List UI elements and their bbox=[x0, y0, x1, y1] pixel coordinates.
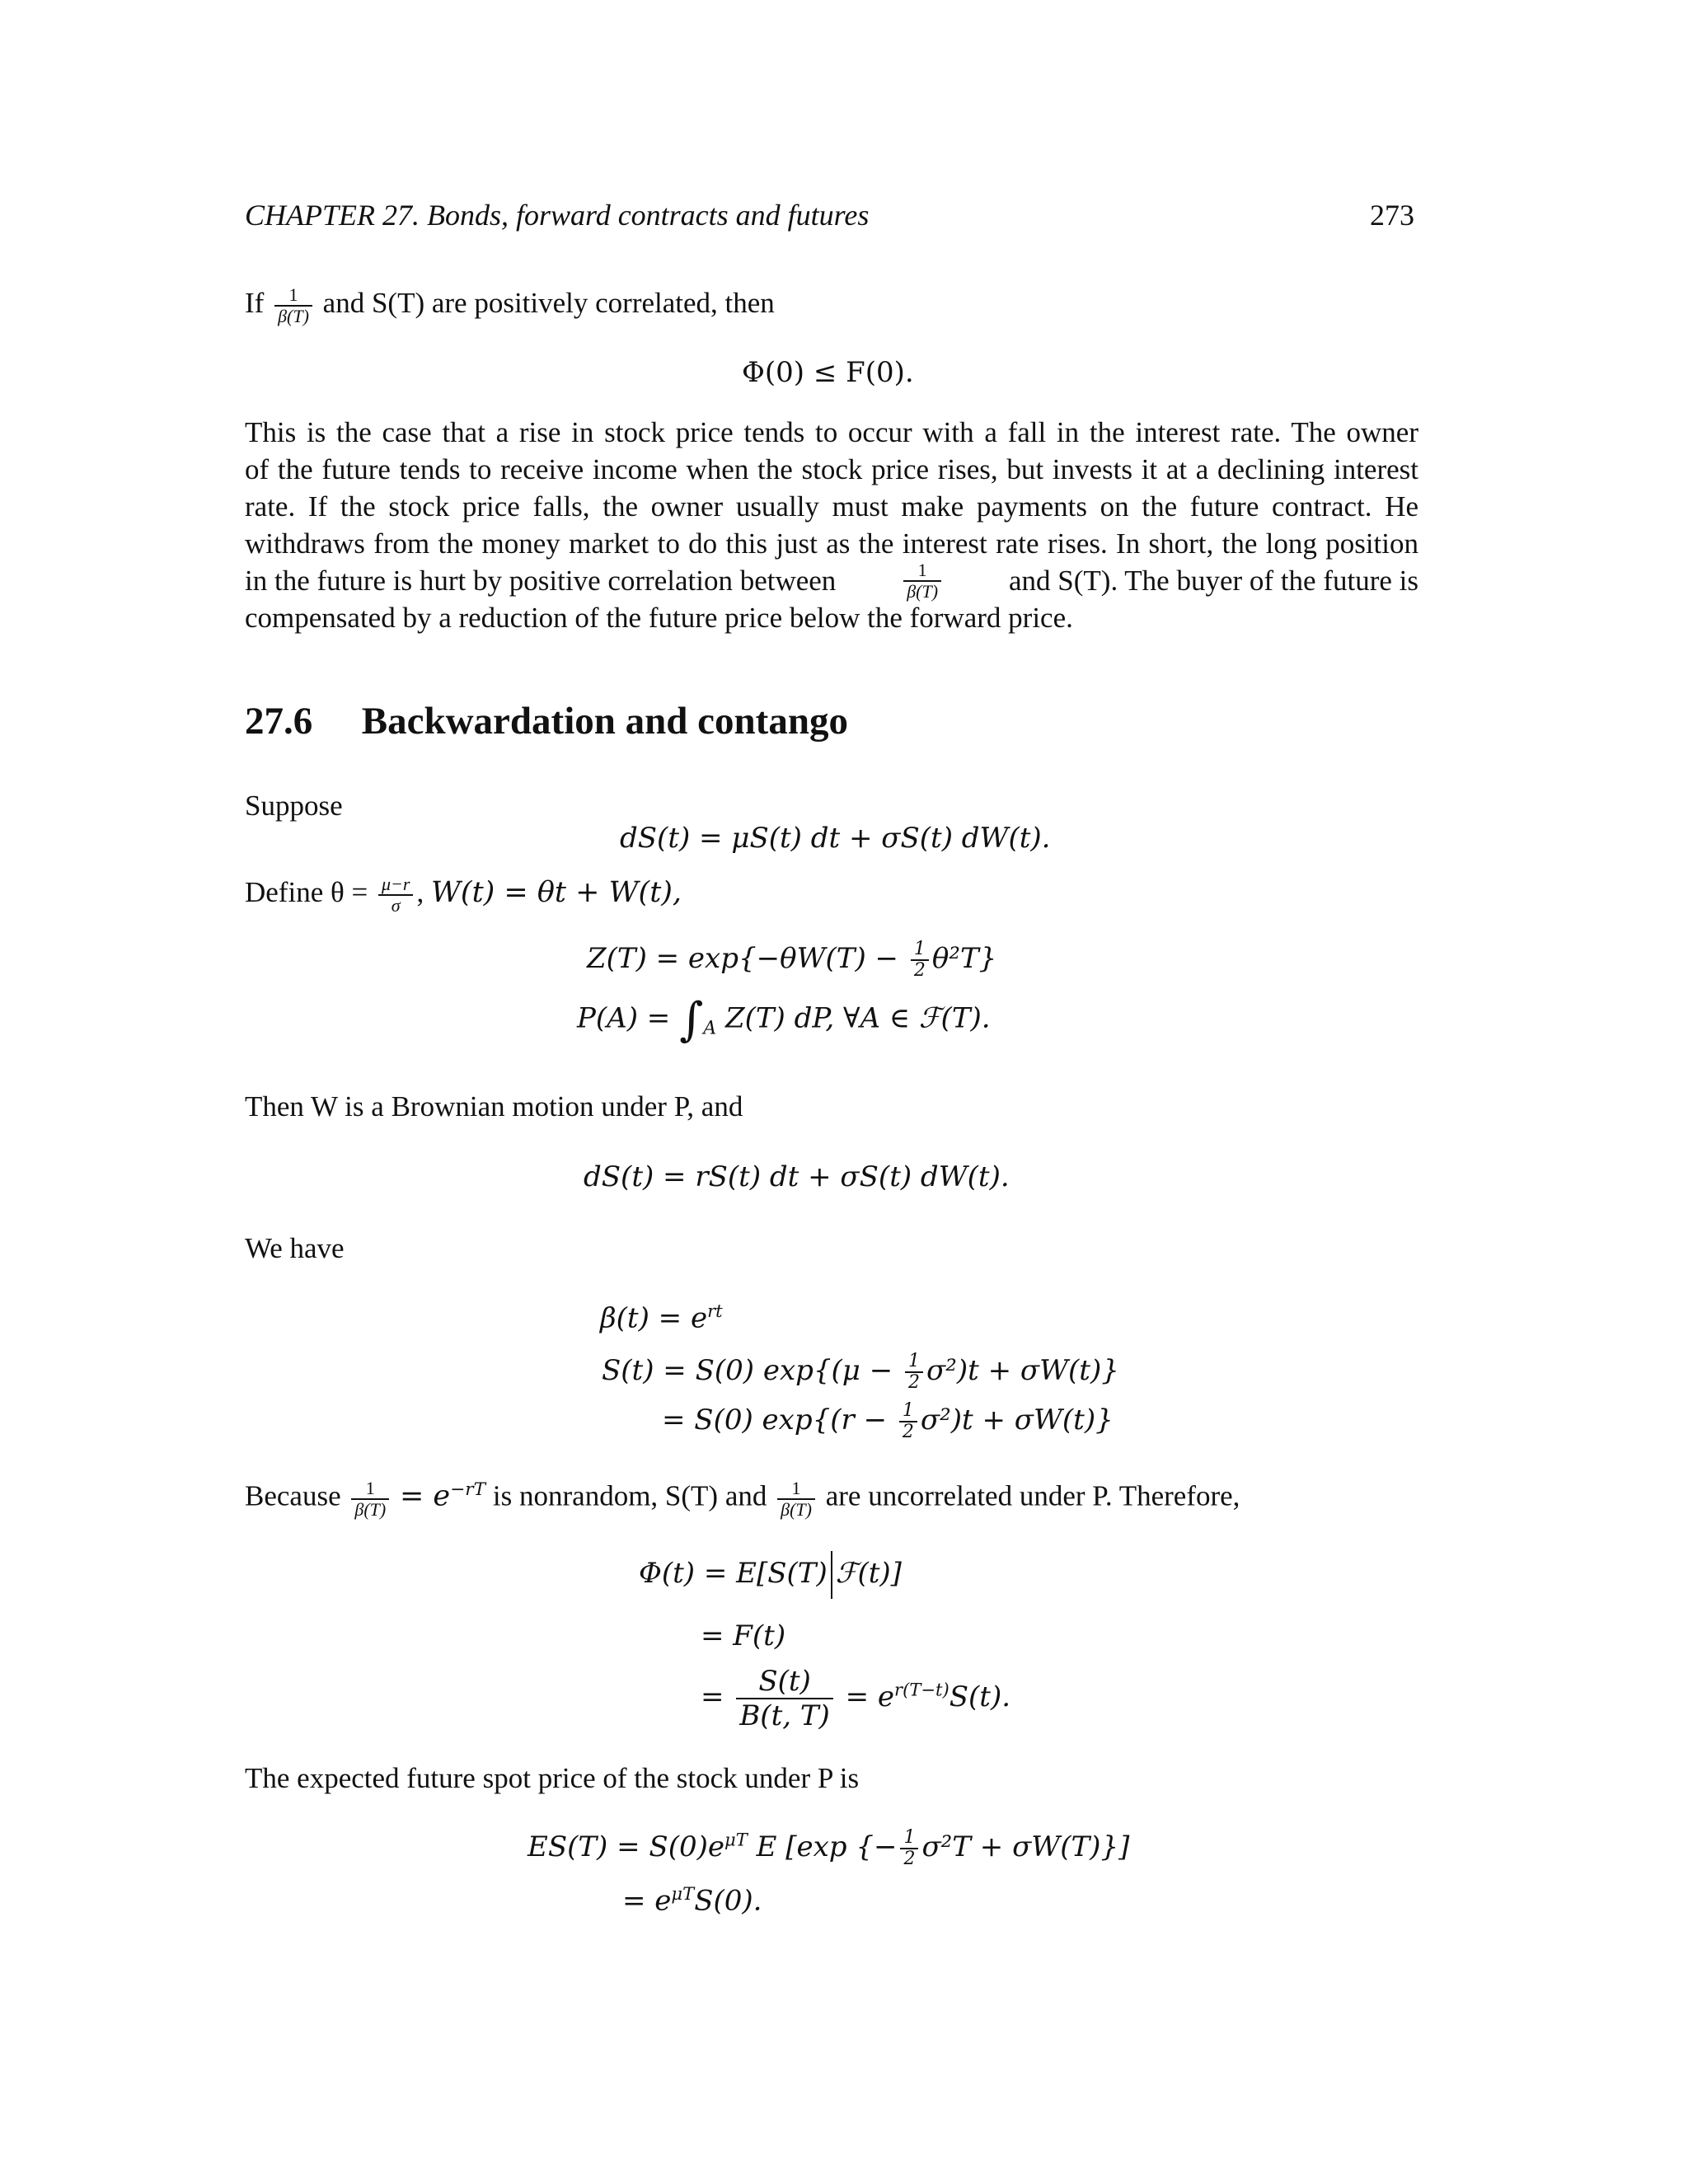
paragraph-correlation bbox=[245, 414, 1418, 636]
equation-f-t: = F(t) bbox=[701, 1619, 786, 1652]
paragraph-line: in the future is hurt by positive correlation between $\frac{1}{\beta(T)}$ and S(T). The buyer of the future is bbox=[245, 559, 1418, 602]
equation-sde-risk-neutral: dS(t) = rS(t) dt + σS(t) dW(t). bbox=[584, 1160, 1010, 1193]
fraction-one-over-beta: $\frac{1}{\beta(T)}$ bbox=[777, 1479, 815, 1520]
fraction-s-over-b: $\frac{S(t)}{B(t, T)}$ bbox=[736, 1665, 832, 1732]
equation-beta: $\beta(t) = e^{rt}$ bbox=[600, 1301, 723, 1335]
then-line: Then W is a Brownian motion under P, and bbox=[245, 1090, 743, 1122]
section-number: 27.6 bbox=[245, 700, 313, 743]
equation-expected-s: $ES(T) = S(0)e^{\mu T}$ E [exp {− $\frac{1}{2}$ σ²T + σW(T)}] bbox=[528, 1827, 1130, 1869]
fraction-one-over-beta: $\frac{1}{\beta(T)}$ bbox=[274, 285, 312, 326]
equation-phi-le-f: Φ(0) ≤ F(0). bbox=[742, 356, 914, 389]
equation-forward-price: = $\frac{S(t)}{B(t, T)}$ = $e^{r(T-t)}S(t)$. bbox=[701, 1665, 1011, 1732]
because-line: Because $\frac{1}{\beta(T)}$ = $e^{-rT}$ is nonrandom, S(T) and $\frac{1}{\beta(T)}$ are uncorrelated under P. Therefore, bbox=[245, 1477, 1240, 1520]
paragraph-line: compensated by a reduction of the future price below the forward price. bbox=[245, 602, 1073, 634]
if-line-tail: and S(T) are positively correlated, then bbox=[322, 287, 775, 319]
equation-s-physical: S(t) = S(0) exp{(μ − $\frac{1}{2}$ σ²)t + σW(t)} bbox=[602, 1351, 1119, 1393]
equation-sde: dS(t) = μS(t) dt + σS(t) dW(t). bbox=[620, 822, 1051, 855]
if-line bbox=[245, 284, 1418, 326]
running-header: CHAPTER 27. Bonds, forward contracts and futures bbox=[245, 199, 870, 232]
if-word: If bbox=[245, 287, 265, 319]
we-have-text: We have bbox=[245, 1232, 345, 1264]
paragraph-line: withdraws from the money market to do this just as the interest rate rises. In short, the long position bbox=[245, 527, 1418, 560]
equation-s-risk-neutral: = S(0) exp{(r − $\frac{1}{2}$ σ²)t + σW(t)} bbox=[662, 1400, 1114, 1442]
equation-expected-s-result: = $e^{\mu T}S(0)$. bbox=[622, 1883, 762, 1918]
equation-p-tilde: $P(A) = \int_A$ Z(T) dP, ∀A ∈ ℱ(T). bbox=[577, 993, 991, 1047]
equation-phi-t: Φ(t) = E[S(T) ℱ(t)] bbox=[639, 1551, 902, 1599]
paragraph-line: rate. If the stock price falls, the owner usually must make payments on the future contract. He bbox=[245, 490, 1418, 523]
suppose-text: Suppose bbox=[245, 790, 343, 822]
conditional-bar bbox=[831, 1551, 832, 1599]
page-number: 273 bbox=[1370, 199, 1414, 232]
section-heading bbox=[245, 699, 848, 743]
section-title: Backwardation and contango bbox=[361, 700, 848, 743]
fraction-theta: $\frac{\mu-r}{\sigma}$ bbox=[378, 874, 413, 916]
fraction-one-over-beta: $\frac{1}{\beta(T)}$ bbox=[903, 560, 941, 602]
define-line: Define θ = $\frac{\mu-r}{\sigma}$ , W(t) = θt + W(t), bbox=[245, 873, 682, 916]
fraction-one-over-beta: $\frac{1}{\beta(T)}$ bbox=[351, 1479, 389, 1520]
paragraph-line: This is the case that a rise in stock price tends to occur with a fall in the interest rate. The owner bbox=[245, 416, 1418, 448]
integral-sign: ∫ bbox=[679, 993, 704, 1047]
paragraph-line: of the future tends to receive income when the stock price rises, but invests it at a declining interest bbox=[245, 453, 1418, 485]
expected-price-line: The expected future spot price of the stock under P is bbox=[245, 1762, 860, 1794]
equation-z: Z(T) = exp{−θW(T) − $\frac{1}{2}$ θ²T} bbox=[587, 939, 997, 981]
